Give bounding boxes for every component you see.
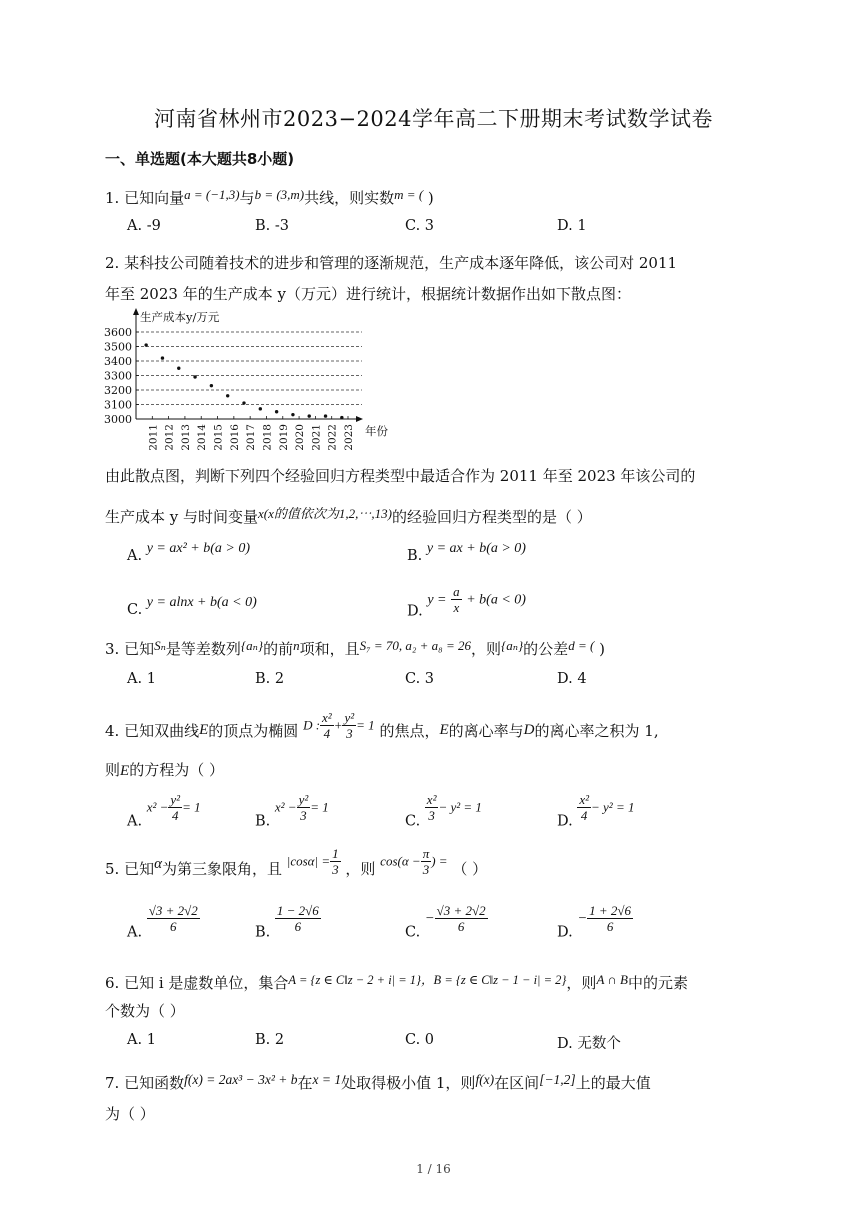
y-tick-label: 3500 — [104, 340, 132, 354]
q5-math-abs: |cosα| = — [286, 853, 331, 869]
q4-ellipse-frac-2 — [342, 710, 356, 741]
option-fraction — [587, 903, 633, 934]
fraction-denominator: 3 — [332, 862, 339, 877]
q7-text: 在 — [297, 1074, 313, 1092]
fraction-numerator: a — [453, 584, 460, 599]
q2-option-c-label: C. — [127, 602, 143, 618]
question-5 — [105, 844, 487, 879]
q6-math-intersection: A ∩ B — [596, 972, 628, 987]
q3-text: 3. 已知 — [105, 640, 155, 658]
q2-option-b — [407, 540, 526, 564]
question-4-line-2 — [105, 759, 224, 780]
q7-text: 7. 已知函数 — [105, 1074, 185, 1092]
data-point — [161, 356, 164, 359]
x-axis-label: 年份 — [365, 424, 388, 438]
q5-option-a — [127, 903, 200, 941]
option-fraction — [297, 792, 311, 823]
q7-text: 上的最大值 — [575, 1074, 651, 1092]
fraction-denominator: 3 — [428, 808, 435, 823]
q5-text: 为第三象限角，且 — [161, 860, 282, 878]
q1-option-a: A. -9 — [127, 218, 161, 234]
x-tick-label: 2021 — [310, 424, 323, 451]
q1-option-b: B. -3 — [255, 218, 289, 234]
data-point — [226, 394, 229, 397]
q4-text: 的离心率之积为 1, — [534, 722, 659, 740]
x-tick-label: 2019 — [277, 424, 290, 451]
q3-math-d: d = ( — [568, 638, 595, 653]
q3-math-sn: Sₙ — [154, 638, 166, 653]
q3-math-n: n — [293, 638, 300, 653]
option-math: = 1 — [310, 799, 329, 815]
q6-text: 6. 已知 i 是虚数单位，集合 — [105, 974, 289, 992]
option-label: C. — [405, 813, 421, 830]
q6-line-2: 个数为（ ） — [105, 1002, 185, 1020]
fraction-numerator: 1 − 2√6 — [276, 903, 319, 918]
q3-option-d: D. 4 — [557, 671, 587, 687]
scatter-chart — [100, 306, 400, 452]
fraction-numerator: x² — [322, 710, 332, 725]
y-axis-arrow — [133, 308, 139, 315]
q4-option-a — [127, 792, 201, 830]
q4-math-d: D — [523, 722, 535, 738]
q3-text: 的前 — [263, 640, 294, 658]
q1-math-b: b = (3,m) — [254, 187, 305, 202]
fraction-denominator: 4 — [580, 808, 588, 823]
q2-option-d-pre: y = — [427, 592, 447, 608]
y-tick-label: 3200 — [104, 384, 132, 397]
fraction-numerator: y² — [298, 792, 309, 807]
x-tick-label: 2012 — [163, 424, 176, 451]
q5-option-d — [557, 903, 633, 941]
q2-line-3: 由此散点图，判断下列四个经验回归方程类型中最适合作为 2011 年至 2023 年该公司的 — [105, 467, 696, 485]
q4-ellipse-label: D : — [303, 717, 321, 733]
q2-option-a — [127, 540, 250, 564]
q1-math-c: m = ( — [394, 187, 424, 202]
q1-option-c: C. 3 — [405, 218, 435, 234]
q5-abs-fraction — [330, 846, 341, 877]
option-fraction — [168, 792, 182, 823]
q1-text-c: 共线，则实数 — [304, 189, 395, 207]
question-7-line-1 — [105, 1072, 651, 1093]
option-fraction — [577, 792, 591, 823]
option-math: x² − — [146, 799, 169, 815]
option-fraction — [275, 903, 321, 934]
q3-math-an: {aₙ} — [240, 638, 264, 653]
y-tick-label: 3000 — [104, 413, 132, 426]
fraction-numerator: y² — [344, 710, 355, 725]
data-point — [308, 414, 311, 417]
fraction-numerator: √3 + 2√2 — [436, 903, 486, 918]
q3-math-condition: S₇ = 70, a₂ + a₈ = 26 — [359, 638, 471, 653]
option-sign: − — [424, 910, 435, 927]
section-heading: 一、单选题(本大题共8小题) — [105, 150, 295, 168]
q2-line-4b: x(x的值依次为1,2,⋯,13) — [258, 506, 392, 521]
data-point — [275, 410, 278, 413]
q2-line-4c: 的经验回归方程类型的是（ ） — [391, 508, 592, 526]
q4-option-b — [255, 792, 329, 830]
option-label: B. — [255, 924, 271, 941]
q4-text: 的方程为（ ） — [129, 761, 224, 779]
question-3 — [105, 638, 605, 659]
x-tick-label: 2015 — [212, 424, 225, 451]
q5-math-cos: ) = — [431, 853, 448, 869]
q3-text: 的公差 — [523, 640, 569, 658]
option-label: C. — [405, 924, 421, 941]
data-point — [291, 413, 294, 416]
option-math: − y² = 1 — [438, 799, 482, 815]
q5-option-b — [255, 903, 321, 941]
y-tick-label: 3300 — [104, 369, 132, 383]
q7-line-2: 为（ ） — [105, 1105, 155, 1123]
y-tick-label: 3400 — [104, 355, 132, 368]
x-tick-label: 2018 — [261, 424, 274, 451]
q2-option-c — [127, 594, 257, 618]
q1-text-a: 1. 已知向量 — [105, 189, 185, 207]
y-axis-label: 生产成本y/万元 — [140, 310, 220, 324]
q2-line-1: 2. 某科技公司随着技术的进步和管理的逐渐规范，生产成本逐年降低，该公司对 2011 — [105, 254, 678, 272]
q7-math-x: x = 1 — [312, 1072, 342, 1087]
x-tick-label: 2016 — [228, 424, 241, 451]
x-tick-label: 2023 — [343, 424, 355, 451]
q4-text: 则 — [105, 761, 121, 779]
y-tick-label: 3600 — [104, 326, 132, 339]
question-6-line-1 — [105, 970, 688, 993]
fraction-numerator: x² — [426, 792, 437, 807]
q1-text-b: 与 — [239, 189, 255, 207]
q2-option-d — [407, 584, 526, 620]
x-tick-label: 2022 — [326, 424, 339, 451]
page-title: 河南省林州市2023−2024学年高二下册期末考试数学试卷 — [154, 107, 713, 131]
fraction-numerator: 1 + 2√6 — [589, 903, 632, 918]
x-tick-label: 2014 — [196, 424, 209, 451]
q2-line-4 — [105, 503, 592, 527]
x-tick-label: 2017 — [245, 424, 258, 451]
q4-option-d — [557, 792, 634, 830]
q6-math-sets: A = {z ∈ C‖z − 2 + i| = 1}，B = {z ∈ C‖z − 1 − i| = 2} — [288, 973, 567, 987]
data-point — [324, 414, 327, 417]
q3-option-c: C. 3 — [405, 671, 435, 687]
data-point — [193, 375, 196, 378]
option-math: − y² = 1 — [591, 799, 635, 815]
q6-option-b: B. 2 — [255, 1032, 285, 1048]
q5-math-alpha: α — [154, 856, 162, 872]
option-fraction — [147, 903, 200, 934]
question-4-line-1 — [105, 710, 659, 741]
q7-math-fx: f(x) — [475, 1072, 495, 1087]
option-label: D. — [557, 813, 573, 830]
q2-option-b-math: y = ax + b(a > 0) — [426, 541, 526, 556]
q3-option-a: A. 1 — [127, 671, 156, 687]
x-tick-label: 2011 — [147, 424, 160, 451]
q3-text: ，则 — [470, 640, 501, 658]
q2-line-4a: 生产成本 y 与时间变量 — [105, 508, 259, 526]
q5-math-cos: cos(α − — [380, 853, 421, 869]
q4-math-e: E — [199, 722, 209, 738]
q4-math-e: E — [439, 722, 449, 738]
q3-option-b: B. 2 — [255, 671, 285, 687]
fraction-denominator: 3 — [346, 726, 353, 741]
q5-option-c — [405, 903, 488, 941]
option-label: D. — [557, 924, 573, 941]
data-point — [259, 407, 262, 410]
q4-text: 的离心率与 — [448, 722, 524, 740]
q7-text: 在区间 — [494, 1074, 540, 1092]
q6-option-c: C. 0 — [405, 1032, 435, 1048]
fraction-denominator: 6 — [169, 919, 177, 934]
q2-option-a-label: A. — [127, 548, 143, 564]
option-fraction — [425, 792, 439, 823]
data-point — [340, 416, 343, 419]
q6-text: 中的元素 — [627, 974, 688, 992]
x-tick-label: 2020 — [294, 424, 307, 451]
q5-text: 5. 已知 — [105, 860, 155, 878]
q4-option-c — [405, 792, 482, 830]
q4-math-e: E — [120, 763, 130, 779]
q4-ellipse-frac-1 — [320, 710, 334, 741]
q3-math-an: {aₙ} — [501, 638, 524, 653]
fraction-denominator: x — [453, 600, 460, 615]
q1-math-a: a = (−1,3) — [184, 187, 240, 202]
fraction-denominator: 6 — [294, 919, 302, 934]
q1-option-d: D. 1 — [557, 218, 587, 234]
q1-text-d: ) — [423, 189, 434, 207]
q2-option-d-post: + b(a < 0) — [466, 592, 526, 608]
data-point — [242, 401, 245, 404]
option-label: A. — [127, 924, 143, 941]
q6-option-a: A. 1 — [127, 1032, 156, 1048]
fraction-denominator: 3 — [422, 862, 430, 877]
q5-text: （ ） — [452, 860, 488, 878]
data-point — [177, 367, 180, 370]
fraction-denominator: 4 — [171, 808, 179, 823]
fraction-numerator: √3 + 2√2 — [148, 903, 198, 918]
q2-line-2: 年至 2023 年的生产成本 y（万元）进行统计，根据统计数据作出如下散点图： — [105, 285, 631, 303]
fraction-numerator: π — [422, 846, 430, 861]
fraction-denominator: 6 — [457, 919, 465, 934]
q5-cos-fraction — [421, 846, 432, 877]
option-label: B. — [255, 813, 271, 830]
q3-text: 项和，且 — [299, 640, 360, 658]
q6-option-d: D. 无数个 — [557, 1036, 621, 1052]
question-1 — [105, 187, 434, 208]
q2-option-d-fraction — [451, 584, 462, 615]
q4-text: 的顶点为椭圆 — [208, 722, 299, 740]
q6-text: ，则 — [566, 974, 597, 992]
q7-text: 处取得极小值 1，则 — [341, 1074, 476, 1092]
q7-math-interval: [−1,2] — [539, 1072, 576, 1087]
q4-plus: + — [333, 717, 343, 733]
q4-equals: = 1 — [356, 717, 375, 733]
q2-option-d-label: D. — [407, 603, 423, 620]
page-number: 1 / 16 — [416, 1162, 451, 1176]
data-point — [210, 384, 213, 387]
q3-text: ) — [594, 640, 605, 658]
fraction-denominator: 6 — [606, 919, 614, 934]
option-math: = 1 — [182, 799, 201, 815]
option-math: x² − — [274, 799, 297, 815]
q4-text: 4. 已知双曲线 — [105, 722, 200, 740]
q5-text: ，则 — [345, 860, 376, 878]
q4-text: 的焦点， — [379, 722, 440, 740]
fraction-numerator: y² — [170, 792, 181, 807]
fraction-denominator: 3 — [300, 808, 307, 823]
q2-option-a-math: y = ax² + b(a > 0) — [146, 541, 250, 556]
x-tick-label: 2013 — [179, 424, 192, 451]
option-label: A. — [127, 813, 143, 830]
q2-option-b-label: B. — [407, 548, 423, 564]
option-sign: − — [577, 910, 588, 927]
fraction-denominator: 4 — [323, 726, 331, 741]
data-point — [144, 343, 147, 346]
fraction-numerator: x² — [579, 792, 589, 807]
q3-text: 是等差数列 — [165, 640, 241, 658]
x-axis-arrow — [356, 416, 363, 422]
fraction-numerator: 1 — [332, 846, 339, 861]
q2-option-c-math: y = alnx + b(a < 0) — [146, 595, 257, 610]
option-fraction — [435, 903, 488, 934]
q7-math-function: f(x) = 2ax³ − 3x² + b — [184, 1072, 298, 1087]
y-tick-label: 3100 — [104, 398, 132, 412]
